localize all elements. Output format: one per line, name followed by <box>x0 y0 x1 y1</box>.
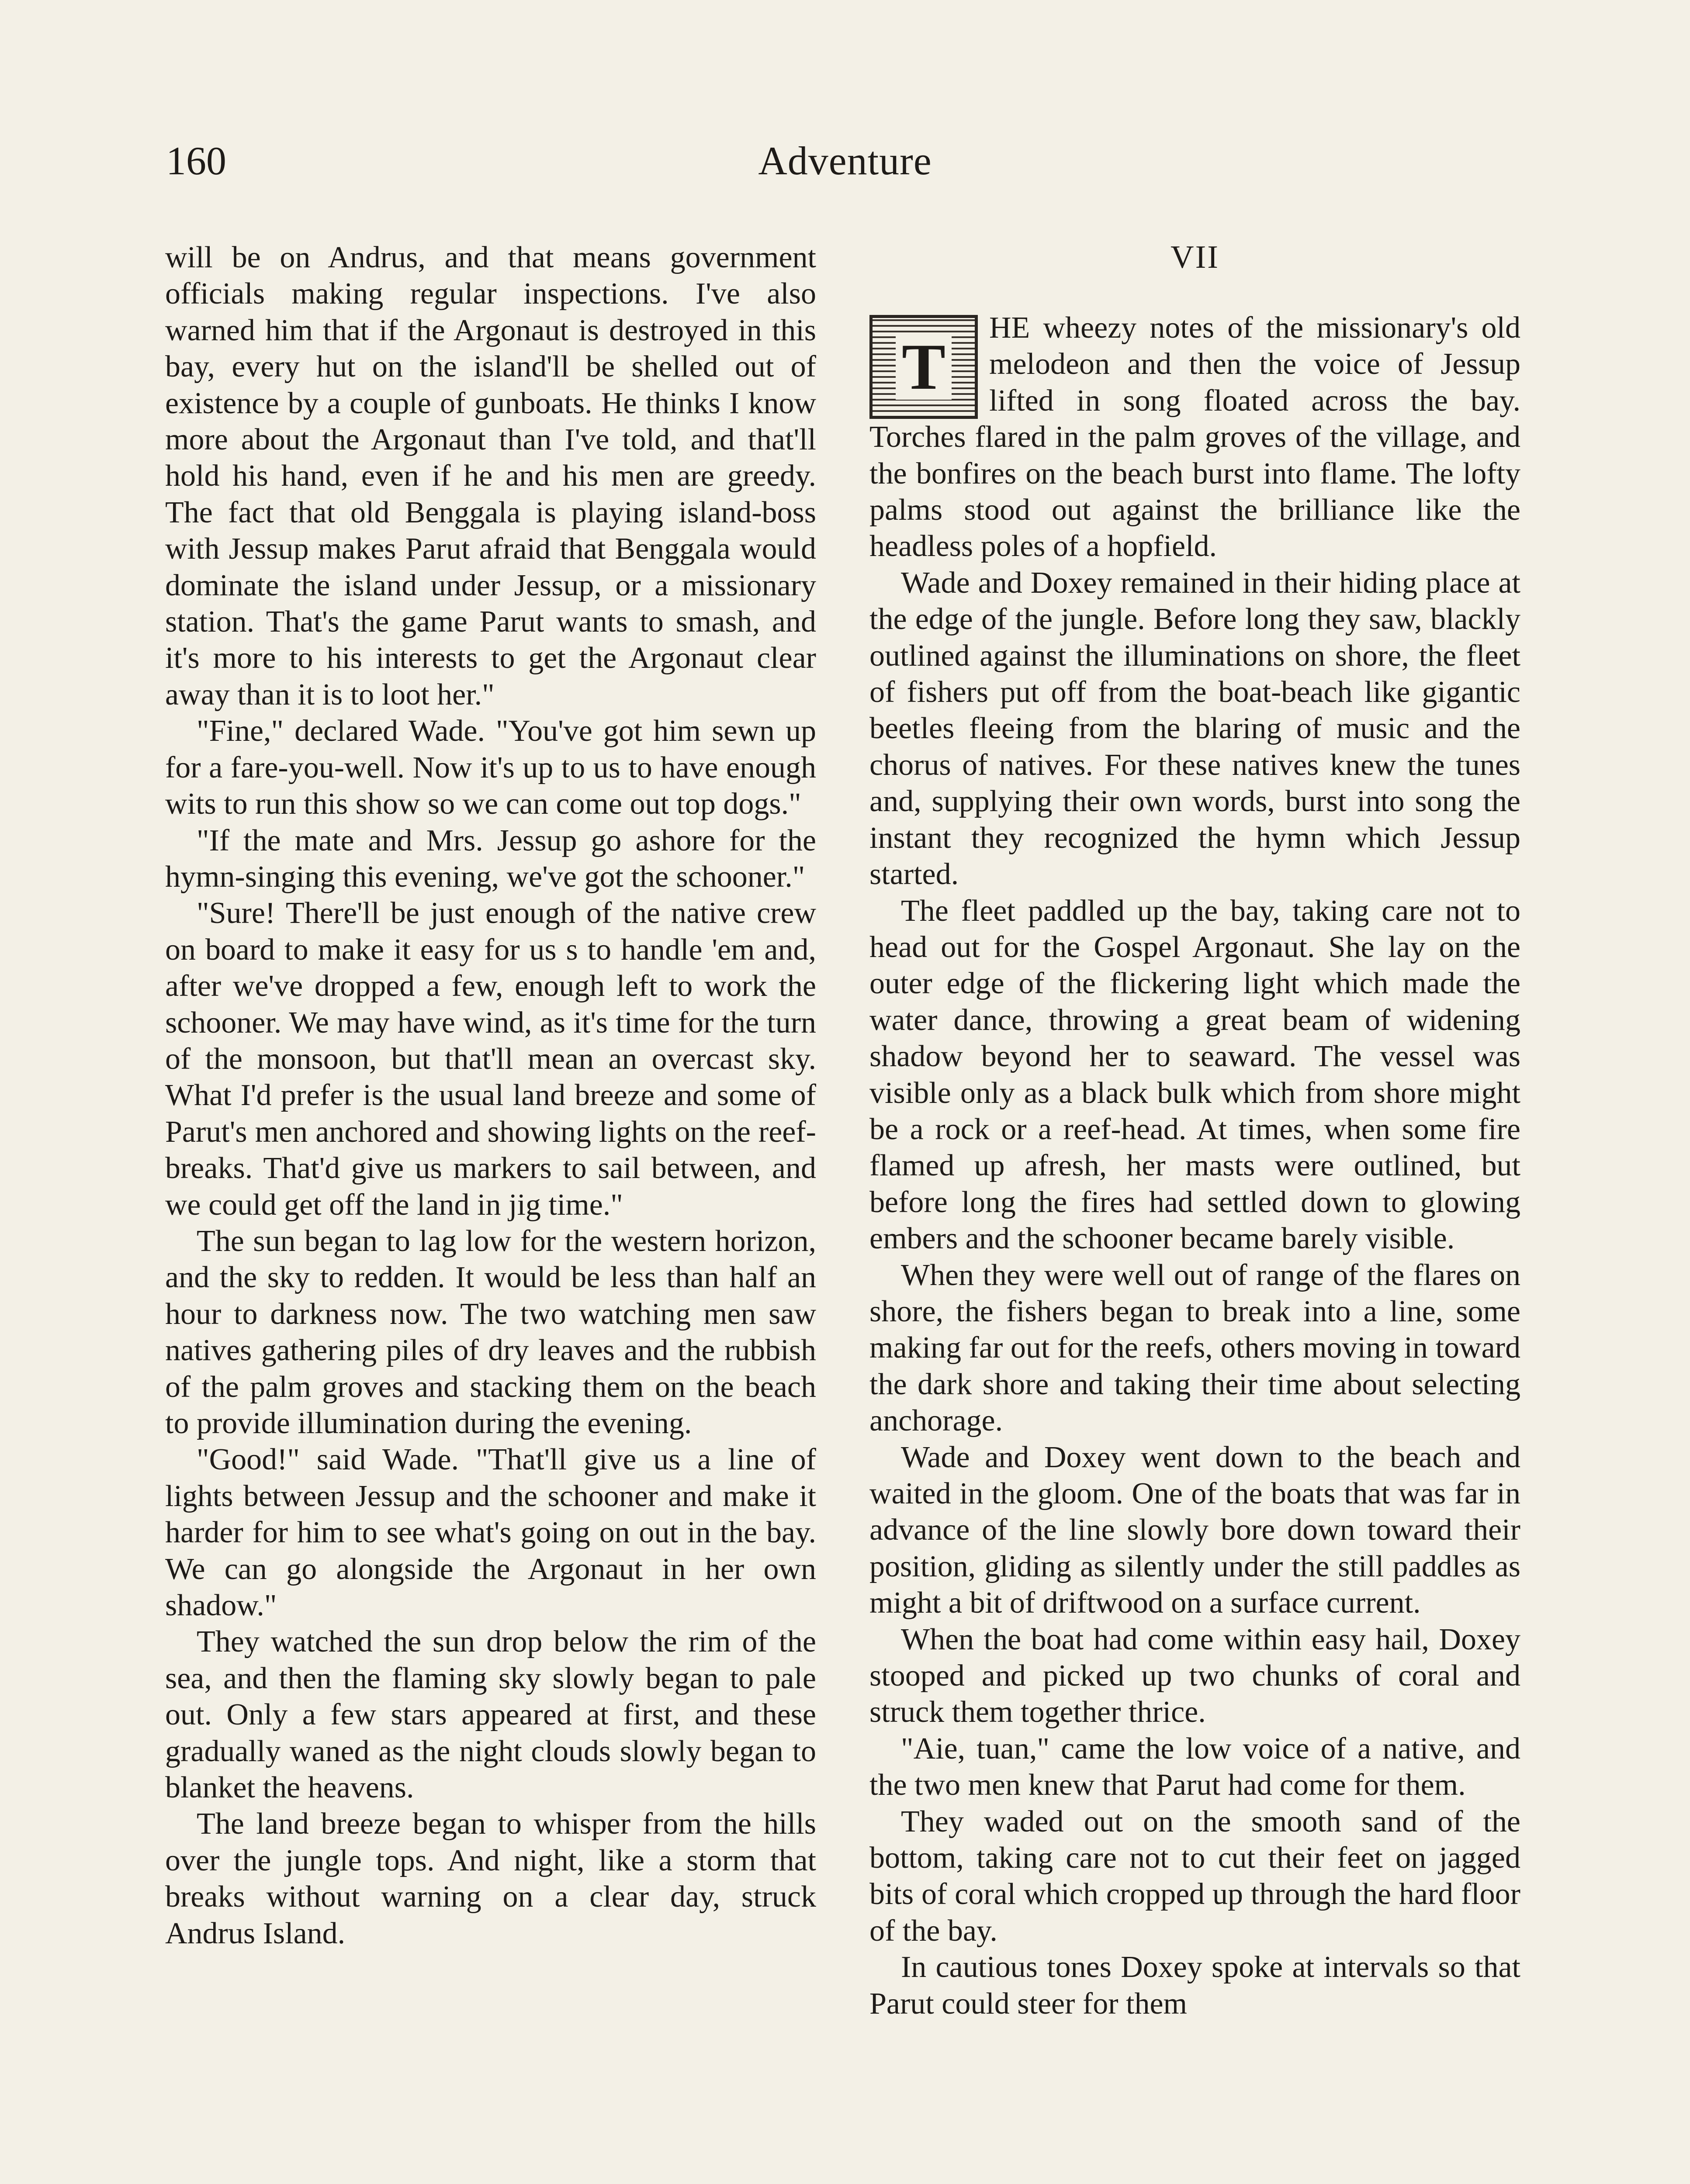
drop-cap <box>869 315 978 419</box>
paragraph: "Good!" said Wade. "That'll give us a line of lights between Jessup and the schooner and make it harder for him to see what's going on out in the bay. We can go alongside the Argonaut in her own shadow." <box>165 1443 816 1623</box>
paragraph: Wade and Doxey remained in their hiding place at the edge of the jungle. Before long they saw, blackly outlined against the illuminations on shore, the fleet of fishers put off from the boat-beach like gigantic beetles fleeing from the blaring of music and the chorus of natives. For these natives knew the tunes and, supplying their own words, burst into song the instant they recognized the hymn which Jessup started. <box>869 566 1520 892</box>
paragraph: will be on Andrus, and that means government officials making regular inspections. I've also warned him that if the Argonaut is destroyed in this bay, every hut on the island'll be shelled out of existence by a couple of gunboats. He thinks I know more about the Argonaut than I've told, and that'll hold his hand, even if he and his men are greedy. The fact that old Benggala is playing island-boss with Jessup makes Parut afraid that Benggala would dominate the island under Jessup, or a missionary station. That's the game Parut wants to smash, and it's more to his interests to get the Argonaut clear away than it is to loot her." <box>165 241 816 712</box>
paragraph: Wade and Doxey went down to the beach and waited in the gloom. One of the boats that was far in advance of the line slowly bore down toward their position, gliding as silently under the still paddles as might a bit of driftwood on a surface current. <box>869 1440 1520 1620</box>
section-heading: VII <box>1171 239 1219 275</box>
paragraph: When the boat had come within easy hail, Doxey stooped and picked up two chunks of coral and struck them together thrice. <box>869 1622 1520 1729</box>
page-number: 160 <box>166 138 226 183</box>
paragraph: "Sure! There'll be just enough of the native crew on board to make it easy for us s to handle 'em and, after we've dropped a few, enough left to work the schooner. We may have wind, as it's time for the turn of the monsoon, but that'll mean an overcast sky. What I'd prefer is the usual land breeze and some of Parut's men anchored and showing lights on the reef-breaks. That'd give us markers to sail between, and we could get off the land in jig time." <box>165 896 816 1222</box>
paragraph: When they were well out of range of the flares on shore, the fishers began to break into a line, some making far out for the reefs, others moving in toward the dark shore and taking their time about selecting anchorage. <box>869 1258 1520 1438</box>
paragraph: The land breeze began to whisper from the hills over the jungle tops. And night, like a storm that breaks without warning on a clear day, struck Andrus Island. <box>165 1807 816 1950</box>
right-column <box>869 239 1520 2022</box>
left-column <box>165 239 816 1952</box>
paragraph: "Fine," declared Wade. "You've got him sewn up for a fare-you-well. Now it's up to us to have enough wits to run this show so we can come out top dogs." <box>165 714 816 821</box>
paragraph: The sun began to lag low for the western horizon, and the sky to redden. It would be less than half an hour to darkness now. The two watching men saw natives gathering piles of dry leaves and the rubbish of the palm groves and stacking them on the beach to provide illumination during the evening. <box>165 1224 816 1440</box>
paragraph: "If the mate and Mrs. Jessup go ashore for the hymn-singing this evening, we've got the schooner." <box>165 823 816 894</box>
paragraph: In cautious tones Doxey spoke at intervals so that Parut could steer for them <box>869 1950 1520 2021</box>
paragraph: "Aie, tuan," came the low voice of a native, and the two men knew that Parut had come for them. <box>869 1731 1520 1802</box>
running-head-title: Adventure <box>758 138 932 183</box>
drop-cap-letter: T <box>896 334 952 400</box>
paragraph: The fleet paddled up the bay, taking care not to head out for the Gospel Argonaut. She lay on the outer edge of the flickering light which made the water dance, throwing a great beam of widening shadow beyond her to seaward. The vessel was visible only as a black bulk which from shore might be a rock or a reef-head. At times, when some fire flamed up afresh, her masts were outlined, but before long the fires had settled down to glowing embers and the schooner became barely visible. <box>869 894 1520 1256</box>
drop-cap-ornament <box>869 315 978 419</box>
opening-paragraph: HE wheezy notes of the missionary's old melodeon and then the voice of Jessup lifted in song floated across the bay. Torches flared in the palm groves of the village, and the bonfires on the beach burst into flame. The lofty palms stood out against the brilliance like the headless poles of a hopfield. <box>869 311 1520 563</box>
paragraph: They waded out on the smooth sand of the bottom, taking care not to cut their feet on jagged bits of coral which cropped up through the hard floor of the bay. <box>869 1804 1520 1948</box>
paragraph: They watched the sun drop below the rim of the sea, and then the flaming sky slowly began to pale out. Only a few stars appeared at first, and these gradually waned as the night clouds slowly began to blanket the heavens. <box>165 1625 816 1805</box>
